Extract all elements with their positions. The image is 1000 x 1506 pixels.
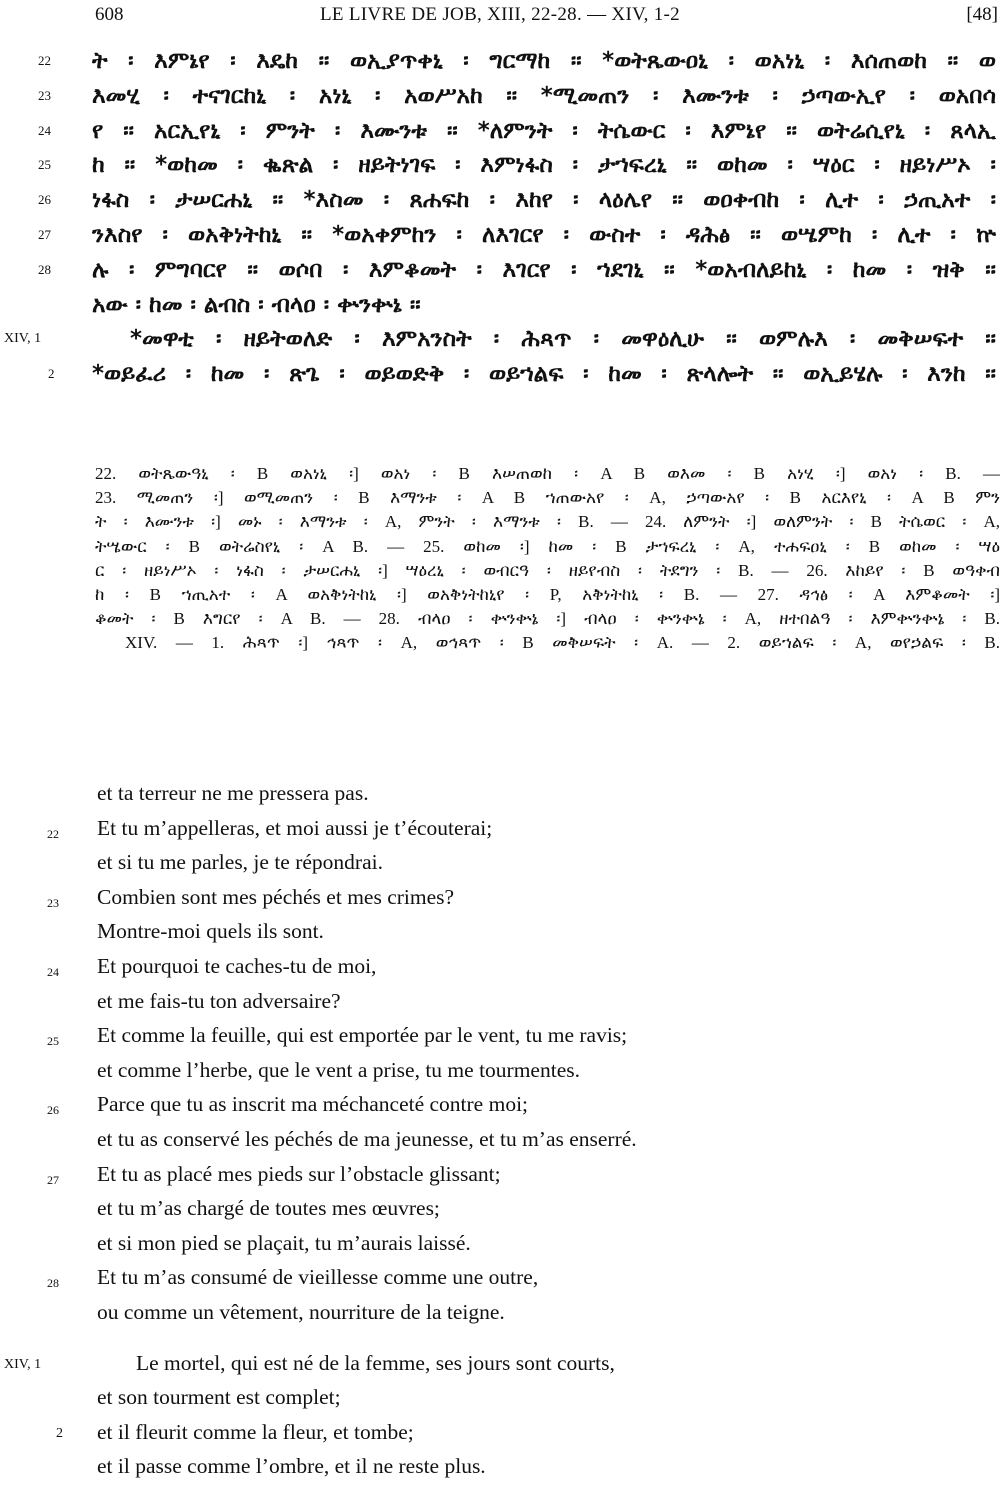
verse-number: 25 <box>47 1034 59 1049</box>
verse-number: 22 <box>47 826 59 841</box>
translation-line <box>0 914 1000 949</box>
critical-apparatus <box>95 462 1000 656</box>
verse-number: 24 <box>38 122 51 138</box>
translation-line <box>0 984 1000 1019</box>
geez-line-text: ንእስየ ፡ ወአቅነትከኒ ። *ወአቀምከን ፡ ለእገርየ ፡ ውስተ ፡ ዳሕፅ ። ወሤምከ ፡ ሊተ ፡ ኵ <box>92 221 996 248</box>
translation-text: Combien sont mes péchés et mes crimes? <box>97 884 455 909</box>
translation-line <box>0 1415 1000 1450</box>
chapter-verse-number: XIV, 1 <box>4 331 42 347</box>
chapter-verse-number: XIV, 1 <box>4 1356 42 1372</box>
verse-number: 26 <box>47 1103 59 1118</box>
verse-number: 28 <box>38 261 51 277</box>
translation-text: et comme l’herbe, que le vent a prise, tu me tourmentes. <box>97 1057 580 1082</box>
translation-text: et si mon pied se plaçait, tu m’aurais laissé. <box>97 1230 471 1255</box>
translation-text: Le mortel, qui est né de la femme, ses jours sont courts, <box>136 1350 615 1375</box>
translation-line <box>0 1053 1000 1088</box>
apparatus-line: 23. ሚመጠን ፡] ወሚመጠን ፡ B እማንቱ ፡ A B ኀጠውአየ ፡ A, ኃጣውአየ ፡ B አርእየኒ ፡ A B ምን <box>95 488 1000 508</box>
translation-line <box>0 1346 1000 1381</box>
translation-line <box>0 845 1000 880</box>
verse-number: 27 <box>38 226 51 242</box>
apparatus-line: XIV. — 1. ሕጻጥ ፡] ኅጻጥ ፡ A, ወኅጻጥ ፡ B መቅሠፍት ፡ A. — 2. ወይኀልፍ ፡ A, ወየኃልፍ ፡ B. <box>125 633 1000 653</box>
geez-line-text: የ ። አርኢየኒ ፡ ምንት ፡ እሙንቱ ። *ለምንት ፡ ትሴውር ፡ እምኔየ ። ወትሬሲየኒ ፡ ጸላኢ <box>92 117 996 144</box>
verse-number: 2 <box>56 1425 63 1441</box>
translation-line <box>0 1260 1000 1295</box>
translation-line <box>0 1087 1000 1122</box>
translation-line <box>0 1449 1000 1484</box>
geez-line <box>0 288 1000 323</box>
verse-number: 22 <box>38 53 51 68</box>
geez-line-text: ሉ ፡ ምግባርየ ። ወሶበ ፡ እምቆመት ፡ እገርየ ፡ ኀደገኒ ። *ወአብለይከኒ ፡ ከመ ፡ ዝቅ ። <box>92 256 996 283</box>
geez-line-text: ነፋስ ፡ ታሠርሐኒ ። *እስመ ፡ ጸሐፍከ ፡ እከየ ፡ ላዕሌየ ። ወዐቀብከ ፡ ሊተ ፡ ኃጢአተ ፡ <box>92 187 996 214</box>
geez-line <box>0 148 1000 183</box>
translation-line <box>0 880 1000 915</box>
geez-line-text: ከ ። *ወከመ ፡ ቈጽል ፡ ዘይትነገፍ ፡ እምነፋስ ፡ ታኀፍረኒ ። ወከመ ፡ ሣዕር ፡ ዘይነሥኦ ፡ <box>92 152 996 179</box>
translation-text: et ta terreur ne me pressera pas. <box>97 781 369 805</box>
translation-text: Et comme la feuille, qui est emportée par le vent, tu me ravis; <box>97 1023 628 1048</box>
french-translation <box>0 776 1000 1484</box>
translation-text: Et tu m’appelleras, et moi aussi je t’écouterai; <box>97 815 493 840</box>
verse-number: 23 <box>47 895 59 910</box>
translation-line <box>0 1191 1000 1226</box>
translation-line <box>0 776 1000 811</box>
verse-number: 23 <box>38 87 51 103</box>
translation-line <box>0 1295 1000 1330</box>
translation-text: et il passe comme l’ombre, et il ne reste plus. <box>97 1454 486 1479</box>
geez-line <box>0 183 1000 218</box>
translation-text: et si tu me parles, je te répondrai. <box>97 850 383 875</box>
translation-line <box>0 1122 1000 1157</box>
geez-line <box>0 253 1000 288</box>
geez-line-text: ት ፡ እምኔየ ፡ እዴከ ። ወኢያጥቀኒ ፡ ግርማከ ። *ወትጼውዐኒ ፡ ወአነኒ ፡ እሰጠወከ ። ወ <box>92 48 996 74</box>
running-header <box>0 4 1000 34</box>
translation-line <box>0 1226 1000 1261</box>
apparatus-line: ር ፡ ዘይነሥኦ ፡ ነፋስ ፡ ታሠርሐኒ ፡] ሣዕረኒ ፡ ወብርዓ ፡ ዘይየብስ ፡ ትደግን ፡ B. — 26. እከይየ ፡ B ወዓቀብ <box>95 560 1000 580</box>
geez-line-text: *ወይፈሪ ፡ ከመ ፡ ጽጌ ፡ ወይወድቅ ፡ ወይኀልፍ ፡ ከመ ፡ ጽላሎት ። ወኢይሄሉ ፡ እንከ ። <box>92 361 996 388</box>
geez-line-text: እመሂ ፡ ተናገርከኒ ፡ አነኒ ፡ አወሥአከ ። *ሚመጠን ፡ እሙንቱ ፡ ኃጣውኢየ ፡ ወአበሳ <box>92 82 996 109</box>
translation-text: et tu as conservé les péchés de ma jeunesse, et tu m’as enserré. <box>97 1126 637 1151</box>
apparatus-line: ቆመት ፡ B እግርየ ፡ A B. — 28. ብላዐ ፡ ቍንቍኔ ፡] ብላዐ ፡ ቍንቍኔ ፡ A, ዘተበልዓ ፡ እምቍንቍኔ ፡ B. <box>95 609 1000 629</box>
verse-number: 25 <box>38 157 51 173</box>
translation-text: et il fleurit comme la fleur, et tombe; <box>97 1419 414 1444</box>
geez-line-text: አው ፡ ከመ ፡ ልብስ ፡ ብላዐ ፡ ቍንቍኔ ። <box>92 291 421 318</box>
verse-number: 27 <box>47 1172 59 1187</box>
apparatus-line: ከ ፡ B ኀጢአተ ፡ A ወአቅነትከኒ ፡] ወአቅነትከኒየ ፡ P, አቅነትከኒ ፡ B. — 27. ዳኅፅ ፡ A እምቆመት ፡] <box>95 584 1000 604</box>
running-title: LE LIVRE DE JOB, XIII, 22-28. — XIV, 1-2 <box>320 4 680 25</box>
verse-number: 24 <box>47 964 59 979</box>
apparatus-line: ትሤውር ፡ B ወትሬስየኒ ፡ A B. — 25. ወከመ ፡] ከመ ፡ B ታኀፍረኒ ፡ A, ተሐፍዐኒ ፡ B ወከመ ፡ ሣዕ <box>95 536 1000 556</box>
translation-text: Et tu as placé mes pieds sur l’obstacle glissant; <box>97 1161 501 1186</box>
translation-line <box>0 1018 1000 1053</box>
translation-line <box>0 811 1000 846</box>
geez-line <box>0 218 1000 253</box>
translation-line <box>0 949 1000 984</box>
geez-line <box>0 114 1000 149</box>
translation-text: ou comme un vêtement, nourriture de la teigne. <box>97 1299 505 1324</box>
page-number: 608 <box>95 4 124 25</box>
apparatus-line: ት ፡ እሙንቱ ፡] መኑ ፡ እማንቱ ፡ A, ምንት ፡ እማንቱ ፡ B. — 24. ለምንት ፡] ወለምንት ፡ B ትሴወር ፡ A, <box>95 512 1000 532</box>
geez-text-block <box>0 44 1000 392</box>
geez-line <box>0 322 1000 357</box>
geez-line <box>0 44 1000 79</box>
section-gap <box>0 1330 1000 1346</box>
translation-text: Parce que tu as inscrit ma méchanceté contre moi; <box>97 1092 529 1117</box>
translation-text: Montre-moi quels ils sont. <box>97 919 324 944</box>
translation-text: Et pourquoi te caches-tu de moi, <box>97 953 377 978</box>
translation-text: et me fais-tu ton adversaire? <box>97 988 341 1013</box>
translation-text: et tu m’as chargé de toutes mes œuvres; <box>97 1196 440 1221</box>
geez-line <box>0 79 1000 114</box>
verse-number: 2 <box>48 366 55 382</box>
apparatus-line: 22. ወትጼውዓኒ ፡ B ወአነኒ ፡] ወአነ ፡ B እሠጠወከ ፡ A B ወእመ ፡ B አነሂ ፡] ወአነ ፡ B. — <box>95 464 1000 483</box>
verse-number: 26 <box>38 192 51 208</box>
translation-line <box>0 1380 1000 1415</box>
translation-text: Et tu m’as consumé de vieillesse comme une outre, <box>97 1265 539 1290</box>
verse-number: 28 <box>47 1276 59 1291</box>
signature-mark: [48] <box>966 4 998 25</box>
geez-line-text: *መዋቲ ፡ ዘይትወለድ ፡ እምአንስት ፡ ሕጻጥ ፡ መዋዕሊሁ ። ወምሉእ ፡ መቅሠፍተ ። <box>130 326 996 353</box>
translation-line <box>0 1157 1000 1192</box>
geez-line <box>0 357 1000 392</box>
translation-text: et son tourment est complet; <box>97 1385 341 1410</box>
